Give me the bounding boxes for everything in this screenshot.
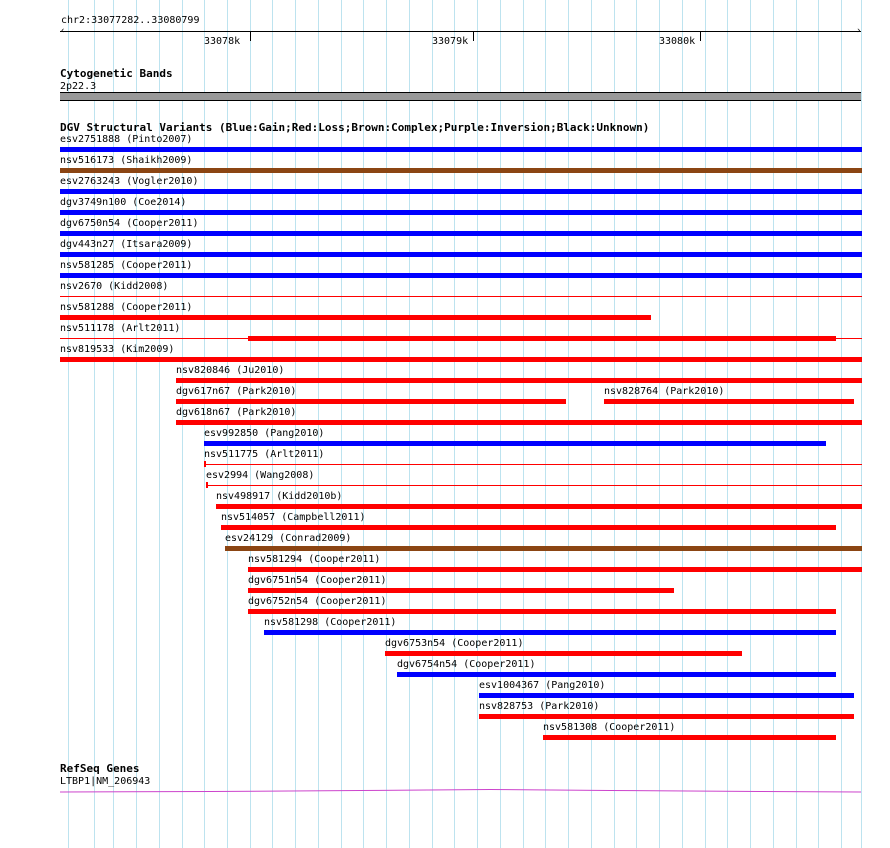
variant-bar[interactable] — [216, 504, 862, 509]
variant-label[interactable]: esv992850 (Pang2010) — [204, 428, 325, 439]
variant-bar[interactable] — [397, 672, 836, 677]
variant-bar[interactable] — [176, 399, 566, 404]
variant-label[interactable]: esv2994 (Wang2008) — [206, 470, 315, 481]
refseq-track-title: RefSeq Genes — [60, 762, 140, 775]
variant-label[interactable]: dgv6750n54 (Cooper2011) — [60, 218, 199, 229]
variant-bar[interactable] — [479, 693, 854, 698]
variant-bar[interactable] — [543, 735, 836, 740]
variant-bar[interactable] — [385, 651, 742, 656]
variant-label[interactable]: dgv6754n54 (Cooper2011) — [397, 659, 536, 670]
variant-label[interactable]: nsv514057 (Campbell2011) — [221, 512, 366, 523]
variant-label[interactable]: esv24129 (Conrad2009) — [225, 533, 352, 544]
ruler-tick-major — [473, 31, 474, 41]
ruler-tick-label: 33079k — [432, 36, 469, 47]
variant-bar[interactable] — [60, 357, 862, 362]
variant-label[interactable]: nsv581294 (Cooper2011) — [248, 554, 381, 565]
variant-label[interactable]: dgv618n67 (Park2010) — [176, 407, 297, 418]
variant-label[interactable]: nsv516173 (Shaikh2009) — [60, 155, 193, 166]
variant-bar[interactable] — [206, 485, 862, 486]
variant-bar[interactable] — [225, 546, 862, 551]
variant-bar[interactable] — [248, 588, 674, 593]
variant-bar[interactable] — [176, 420, 862, 425]
variant-bar[interactable] — [60, 273, 862, 278]
variant-stub — [206, 482, 208, 488]
variant-bar[interactable] — [264, 630, 836, 635]
variant-label[interactable]: esv2763243 (Vogler2010) — [60, 176, 199, 187]
variant-label[interactable]: dgv3749n100 (Coe2014) — [60, 197, 187, 208]
variant-label[interactable]: nsv828753 (Park2010) — [479, 701, 600, 712]
refseq-gene-line[interactable] — [60, 786, 862, 796]
variant-label[interactable]: nsv511775 (Arlt2011) — [204, 449, 325, 460]
variant-label[interactable]: dgv6753n54 (Cooper2011) — [385, 638, 524, 649]
variant-label[interactable]: nsv581288 (Cooper2011) — [60, 302, 193, 313]
variant-label[interactable]: nsv511178 (Arlt2011) — [60, 323, 181, 334]
variant-label[interactable]: nsv581308 (Cooper2011) — [543, 722, 676, 733]
variant-label[interactable]: esv1004367 (Pang2010) — [479, 680, 606, 691]
refseq-gene-label[interactable]: LTBP1|NM_206943 — [60, 776, 151, 787]
variant-label[interactable]: esv2751888 (Pinto2007) — [60, 134, 193, 145]
variant-label[interactable]: nsv498917 (Kidd2010b) — [216, 491, 343, 502]
variant-bar[interactable] — [60, 296, 862, 297]
variant-label[interactable]: dgv6751n54 (Cooper2011) — [248, 575, 387, 586]
variant-label[interactable]: dgv443n27 (Itsara2009) — [60, 239, 193, 250]
variant-bar[interactable] — [60, 315, 651, 320]
variant-bar[interactable] — [60, 189, 862, 194]
cytoband-label: 2p22.3 — [60, 81, 97, 92]
variant-bar[interactable] — [60, 147, 862, 152]
dgv-track-title: DGV Structural Variants (Blue:Gain;Red:Loss;Brown:Complex;Purple:Inversion;Black:Unknown) — [60, 121, 650, 134]
variant-label[interactable]: nsv581298 (Cooper2011) — [264, 617, 397, 628]
variant-label[interactable]: nsv581285 (Cooper2011) — [60, 260, 193, 271]
variant-bar[interactable] — [60, 168, 862, 173]
variant-bar[interactable] — [176, 378, 862, 383]
variant-bar[interactable] — [60, 210, 862, 215]
ruler-right-arrow-icon: › — [856, 26, 862, 36]
variant-bar[interactable] — [221, 525, 836, 530]
variant-label[interactable]: dgv6752n54 (Cooper2011) — [248, 596, 387, 607]
variant-stub — [204, 461, 206, 467]
ruler-tick-label: 33080k — [659, 36, 696, 47]
cytoband-track-title: Cytogenetic Bands — [60, 67, 173, 80]
ruler-tick-major — [250, 31, 251, 41]
variant-label[interactable]: dgv617n67 (Park2010) — [176, 386, 297, 397]
variant-label[interactable]: nsv828764 (Park2010) — [604, 386, 725, 397]
variant-bar[interactable] — [248, 336, 836, 341]
variant-bar[interactable] — [479, 714, 854, 719]
cytoband-bar[interactable] — [60, 92, 861, 101]
variant-label[interactable]: nsv820846 (Ju2010) — [176, 365, 285, 376]
ruler-tick-label: 33078k — [204, 36, 241, 47]
variant-label[interactable]: nsv819533 (Kim2009) — [60, 344, 175, 355]
variant-bar[interactable] — [604, 399, 854, 404]
variant-bar[interactable] — [248, 609, 836, 614]
variant-bar[interactable] — [204, 464, 862, 465]
variant-label[interactable]: nsv2670 (Kidd2008) — [60, 281, 169, 292]
ruler-position: chr2:33077282..33080799 — [61, 15, 200, 26]
variant-bar[interactable] — [60, 231, 862, 236]
variant-bar[interactable] — [204, 441, 826, 446]
ruler-tick-major — [700, 31, 701, 41]
ruler-line — [60, 31, 861, 32]
variant-bar[interactable] — [248, 567, 862, 572]
variant-bar[interactable] — [60, 252, 862, 257]
ruler-left-arrow-icon: ‹ — [60, 26, 66, 36]
